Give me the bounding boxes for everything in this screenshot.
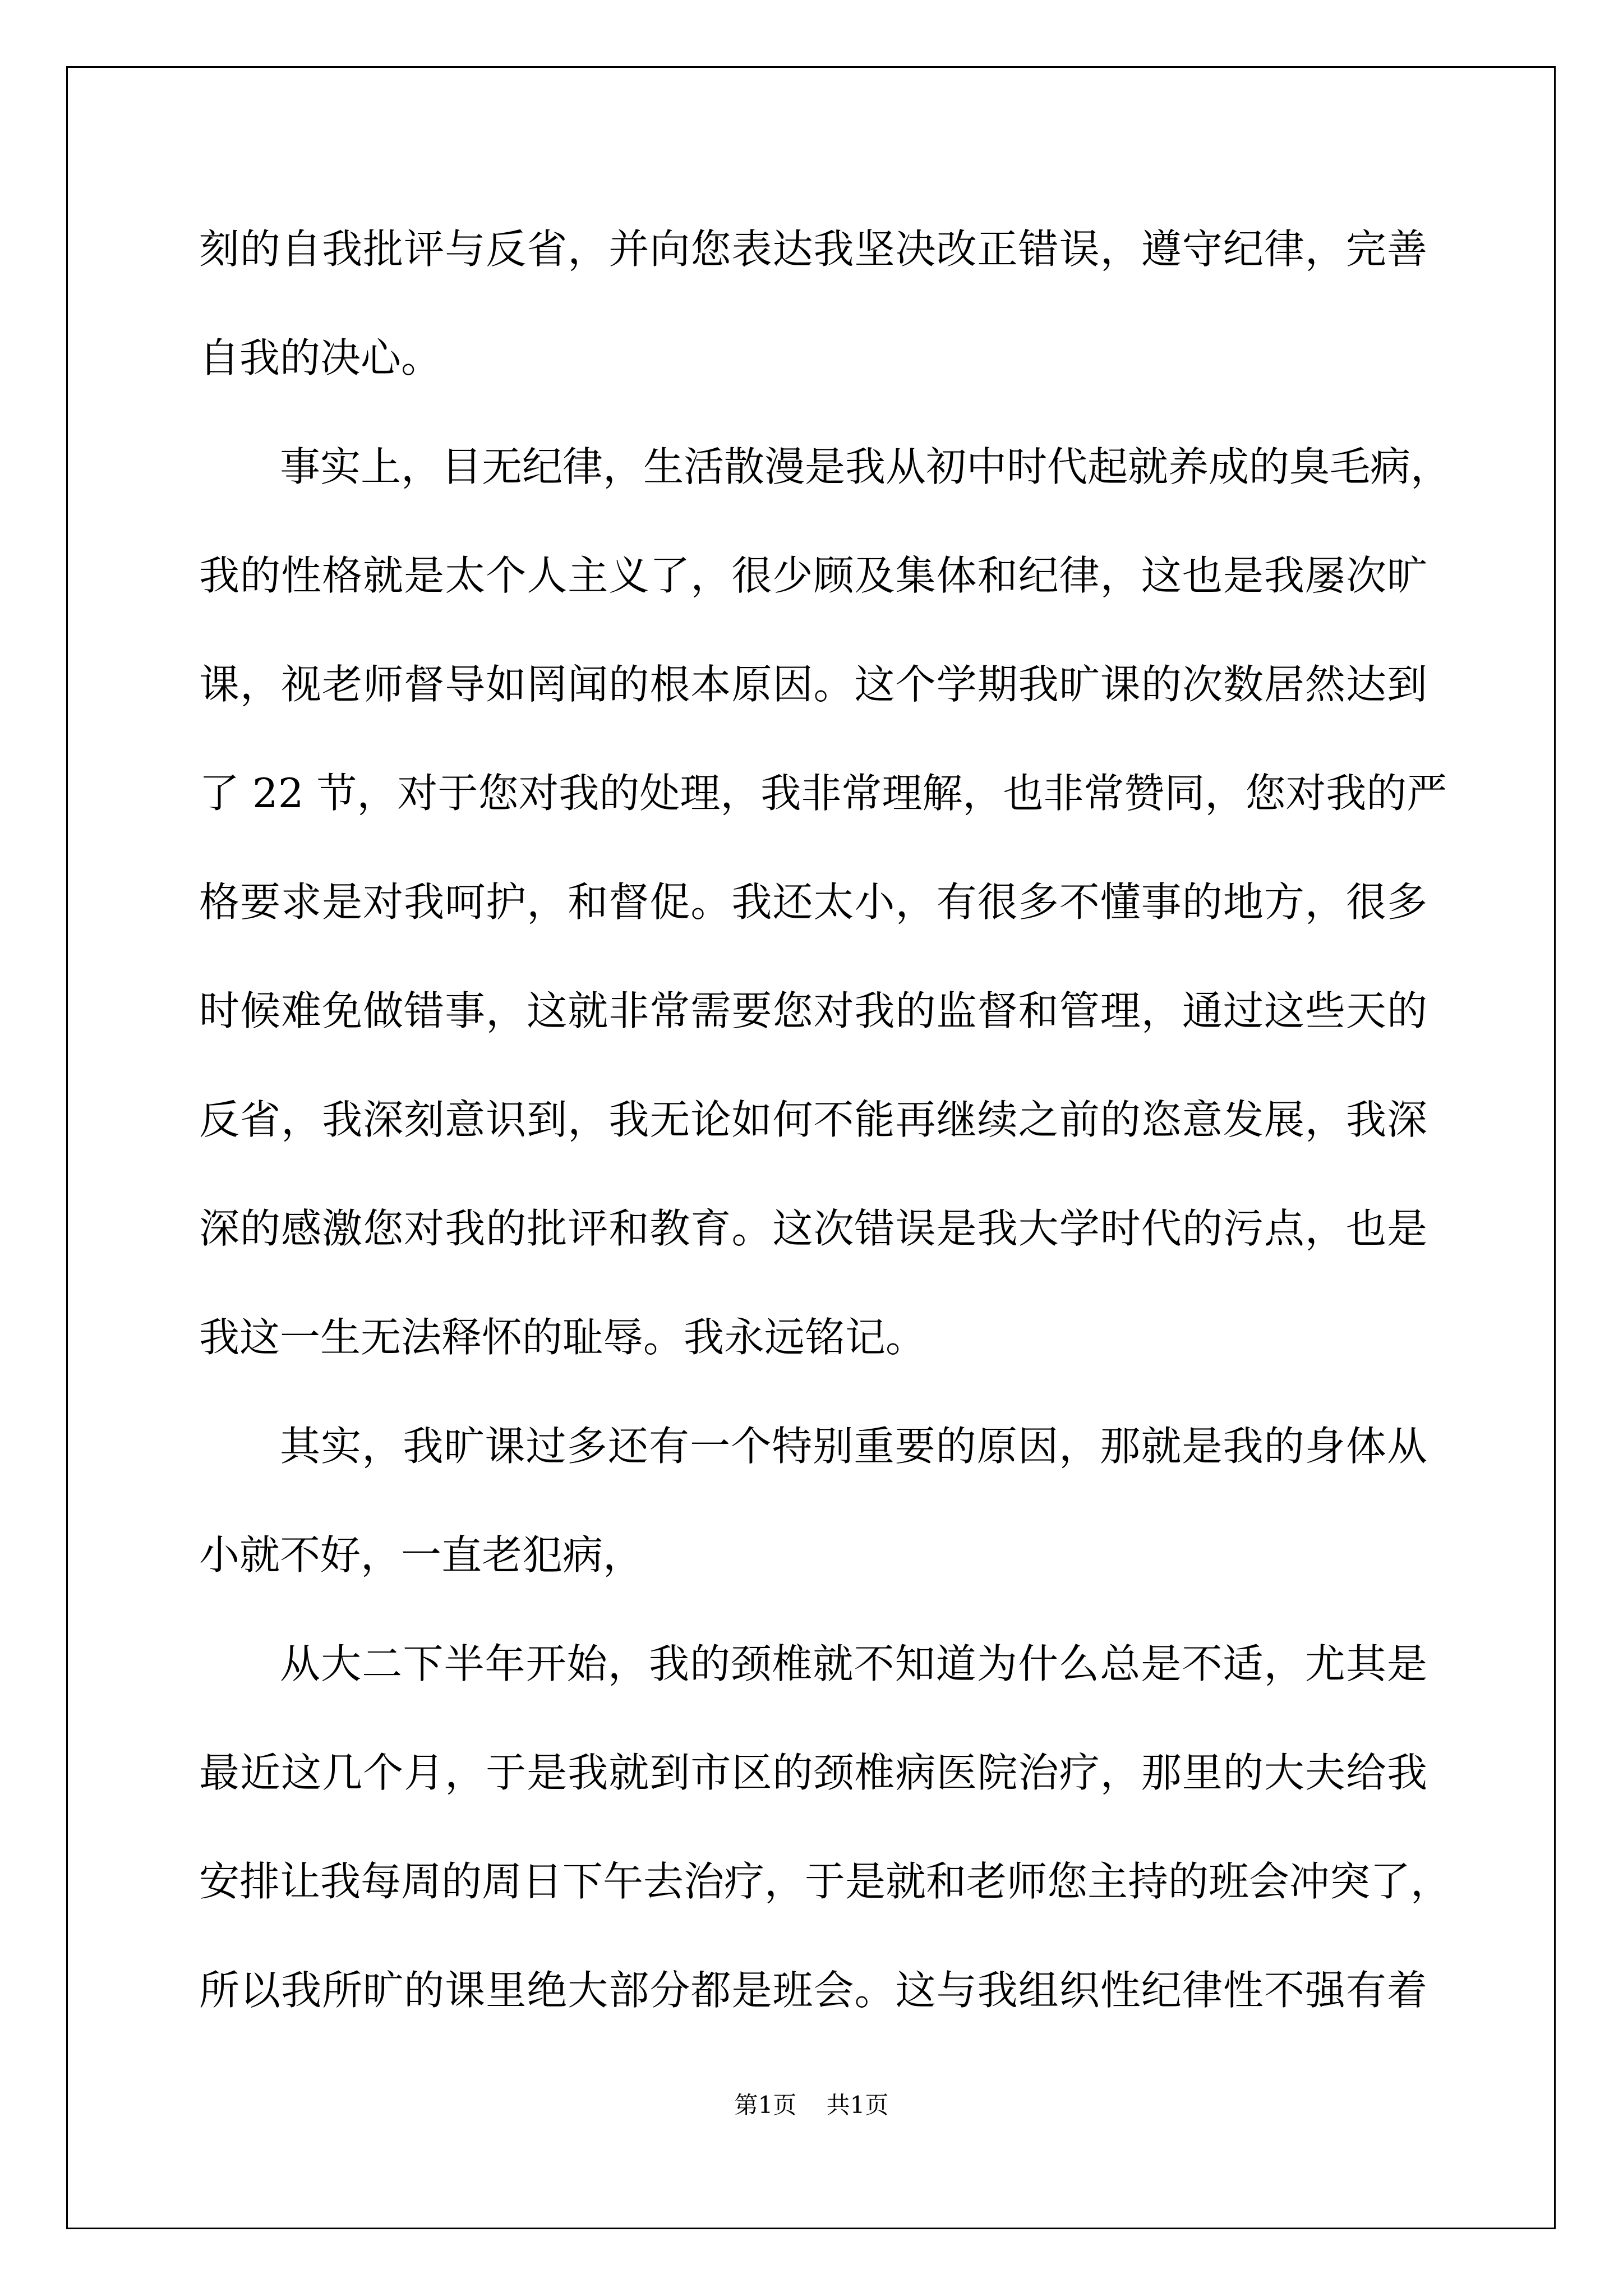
text-line: 最近这几个月，于是我就到市区的颈椎病医院治疗，那里的大夫给我 xyxy=(199,1749,1427,1796)
text-line: 刻的自我批评与反省，并向您表达我坚决改正错误，遵守纪律，完善 xyxy=(199,226,1427,273)
text-line: 自我的决心。 xyxy=(199,334,442,381)
text-line: 反省，我深刻意识到，我无论如何不能再继续之前的恣意发展，我深 xyxy=(199,1096,1427,1143)
text-line: 课，视老师督导如罔闻的根本原因。这个学期我旷课的次数居然达到 xyxy=(199,661,1427,708)
text-line: 小就不好，一直老犯病， xyxy=(199,1531,644,1579)
page-footer: 第1页 共1页 xyxy=(734,2091,889,2119)
text-line: 所以我所旷的课里绝大部分都是班会。这与我组织性纪律性不强有着 xyxy=(199,1967,1427,2014)
text-line: 我这一生无法释怀的耻辱。我永远铭记。 xyxy=(199,1314,926,1361)
text-line: 格要求是对我呵护，和督促。我还太小，有很多不懂事的地方，很多 xyxy=(199,878,1427,926)
text-line: 从大二下半年开始，我的颈椎就不知道为什么总是不适，尤其是 xyxy=(280,1640,1427,1687)
text-line: 我的性格就是太个人主义了，很少顾及集体和纪律，这也是我屡次旷 xyxy=(199,552,1427,599)
text-line: 事实上，目无纪律，生活散漫是我从初中时代起就养成的臭毛病， xyxy=(280,443,1451,490)
document-body xyxy=(199,219,1451,2069)
text-line: 了 22 节，对于您对我的处理，我非常理解，也非常赞同，您对我的严 xyxy=(199,770,1447,817)
text-line: 深的感激您对我的批评和教育。这次错误是我大学时代的污点，也是 xyxy=(199,1205,1427,1252)
text-line: 其实，我旷课过多还有一个特别重要的原因，那就是我的身体从 xyxy=(280,1423,1427,1470)
text-line: 时候难免做错事，这就非常需要您对我的监督和管理，通过这些天的 xyxy=(199,987,1427,1034)
text-line: 安排让我每周的周日下午去治疗，于是就和老师您主持的班会冲突了， xyxy=(199,1858,1451,1905)
